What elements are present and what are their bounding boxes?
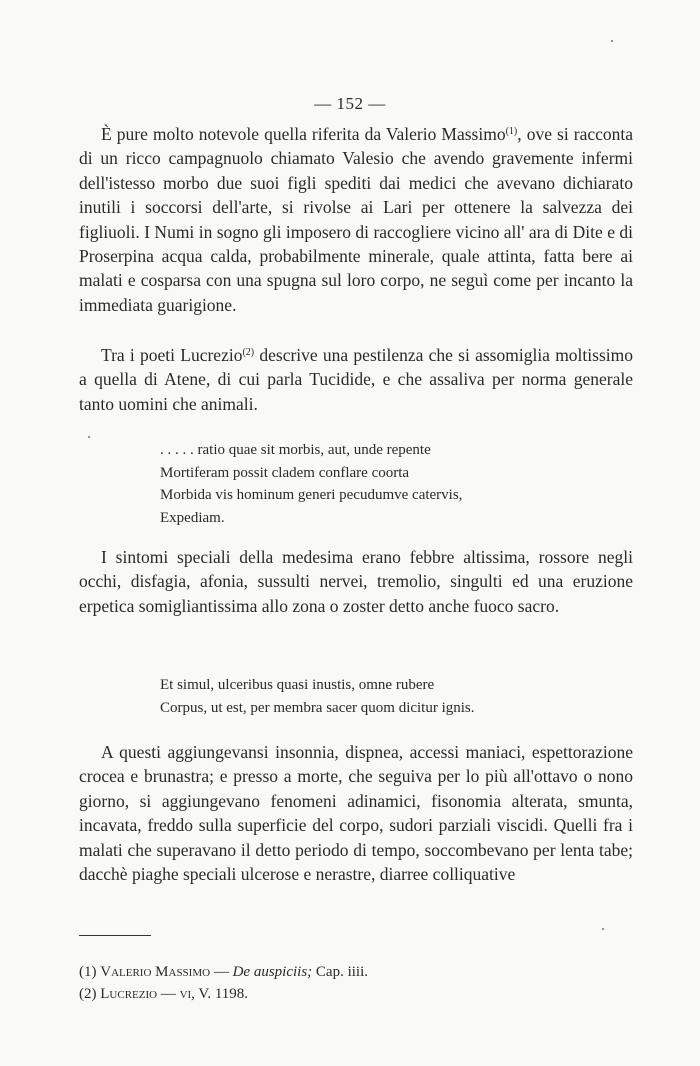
- footnote-title: De auspiciis;: [232, 964, 313, 980]
- verse-line: Morbida vis hominum generi pecudumve catervis,: [160, 487, 463, 503]
- footnote-author: Valerio Massimo: [100, 964, 211, 980]
- footnote-2: [79, 983, 633, 1005]
- paragraph-text: descrive una pestilenza che si assomiglia moltissimo a quella di Atene, di cui parla Tucidide, e che assaliva per norma generale tanto uomini che animali.: [79, 345, 633, 414]
- paragraph-text: Tra i poeti Lucrezio: [101, 345, 243, 365]
- page-number: — 152 —: [314, 94, 386, 113]
- paragraph-valerio: [79, 122, 633, 317]
- paragraph-text: A questi aggiungevansi insonnia, dispnea, accessi maniaci, espettorazione crocea e brunastra; e presso a morte, che seguiva per lo più all'ottavo o nono giorno, si aggiungevano fenomeni adinamici, fisonomia alterata, smunta, incavata, freddo sulla superficie del corpo, sudori parziali viscidi. Quelli fra i malati che superavano il detto periodo di tempo, soccombevano per lenta tabe; dacchè piaghe speciali ulcerose e nerastre, diarree colliquative: [79, 742, 633, 885]
- footnote-rest: vi, V. 1198.: [179, 986, 249, 1002]
- footnote-rest: Cap. iiii.: [315, 964, 368, 980]
- footnote-author: Lucrezio: [100, 986, 158, 1002]
- verse-line: Expediam.: [160, 509, 225, 526]
- footnote-ref-1[interactable]: (1): [505, 126, 518, 137]
- footnote-dash: —: [213, 964, 229, 980]
- paragraph-text: I sintomi speciali della medesima erano febbre altissima, rossore negli occhi, disfagia, afonia, sussulti nervei, tremolio, singulti ed una eruzione erpetica somigliantissima allo zona o zoster detto anche fuoco sacro.: [79, 547, 633, 616]
- paragraph-text: È pure molto notevole quella riferita da Valerio Massimo: [101, 124, 506, 144]
- footnote-mark: (1): [79, 964, 97, 980]
- paragraph-sintomi: [79, 545, 633, 618]
- footnote-divider: [79, 935, 151, 936]
- verse-line: Corpus, ut est, per membra sacer quom dicitur ignis.: [160, 699, 475, 716]
- verse-line: . . . . . ratio quae sit morbis, aut, unde repente: [160, 442, 431, 458]
- verse-line: Et simul, ulceribus quasi inustis, omne rubere: [160, 677, 435, 693]
- latin-quote-2: [160, 674, 580, 719]
- footnotes: [79, 961, 633, 1005]
- paper-speck: [611, 40, 613, 42]
- footnote-mark: (2): [79, 986, 97, 1002]
- paragraph-lucrezio: [79, 343, 633, 416]
- paragraph-insonnia: [79, 740, 633, 886]
- footnote-1: [79, 961, 633, 983]
- verse-line: Mortiferam possit cladem conflare coorta: [160, 464, 410, 481]
- paper-speck: [602, 928, 604, 930]
- paper-speck: [88, 436, 90, 438]
- footnote-dash: —: [160, 986, 176, 1002]
- footnote-ref-2[interactable]: (2): [242, 347, 255, 358]
- paragraph-text: , ove si racconta di un ricco campagnuolo chiamato Valesio che avendo gravemente infermi dell'istesso morbo due suoi figli spediti dai medici che avevano dichiarato inutili i soccorsi dell'arte, si rivolse ai Lari per ottenere la salvezza dei figliuoli. I Numi in sogno gli imposero di raccogliere vicino all' ara di Dite e di Proserpina acqua calda, probabilmente minerale, quale attinta, fatta bere ai malati e cosparsa con una spugna sul loro corpo, ne seguì come per incanto la immediata guarigione.: [79, 124, 634, 315]
- latin-quote-1: [160, 439, 580, 529]
